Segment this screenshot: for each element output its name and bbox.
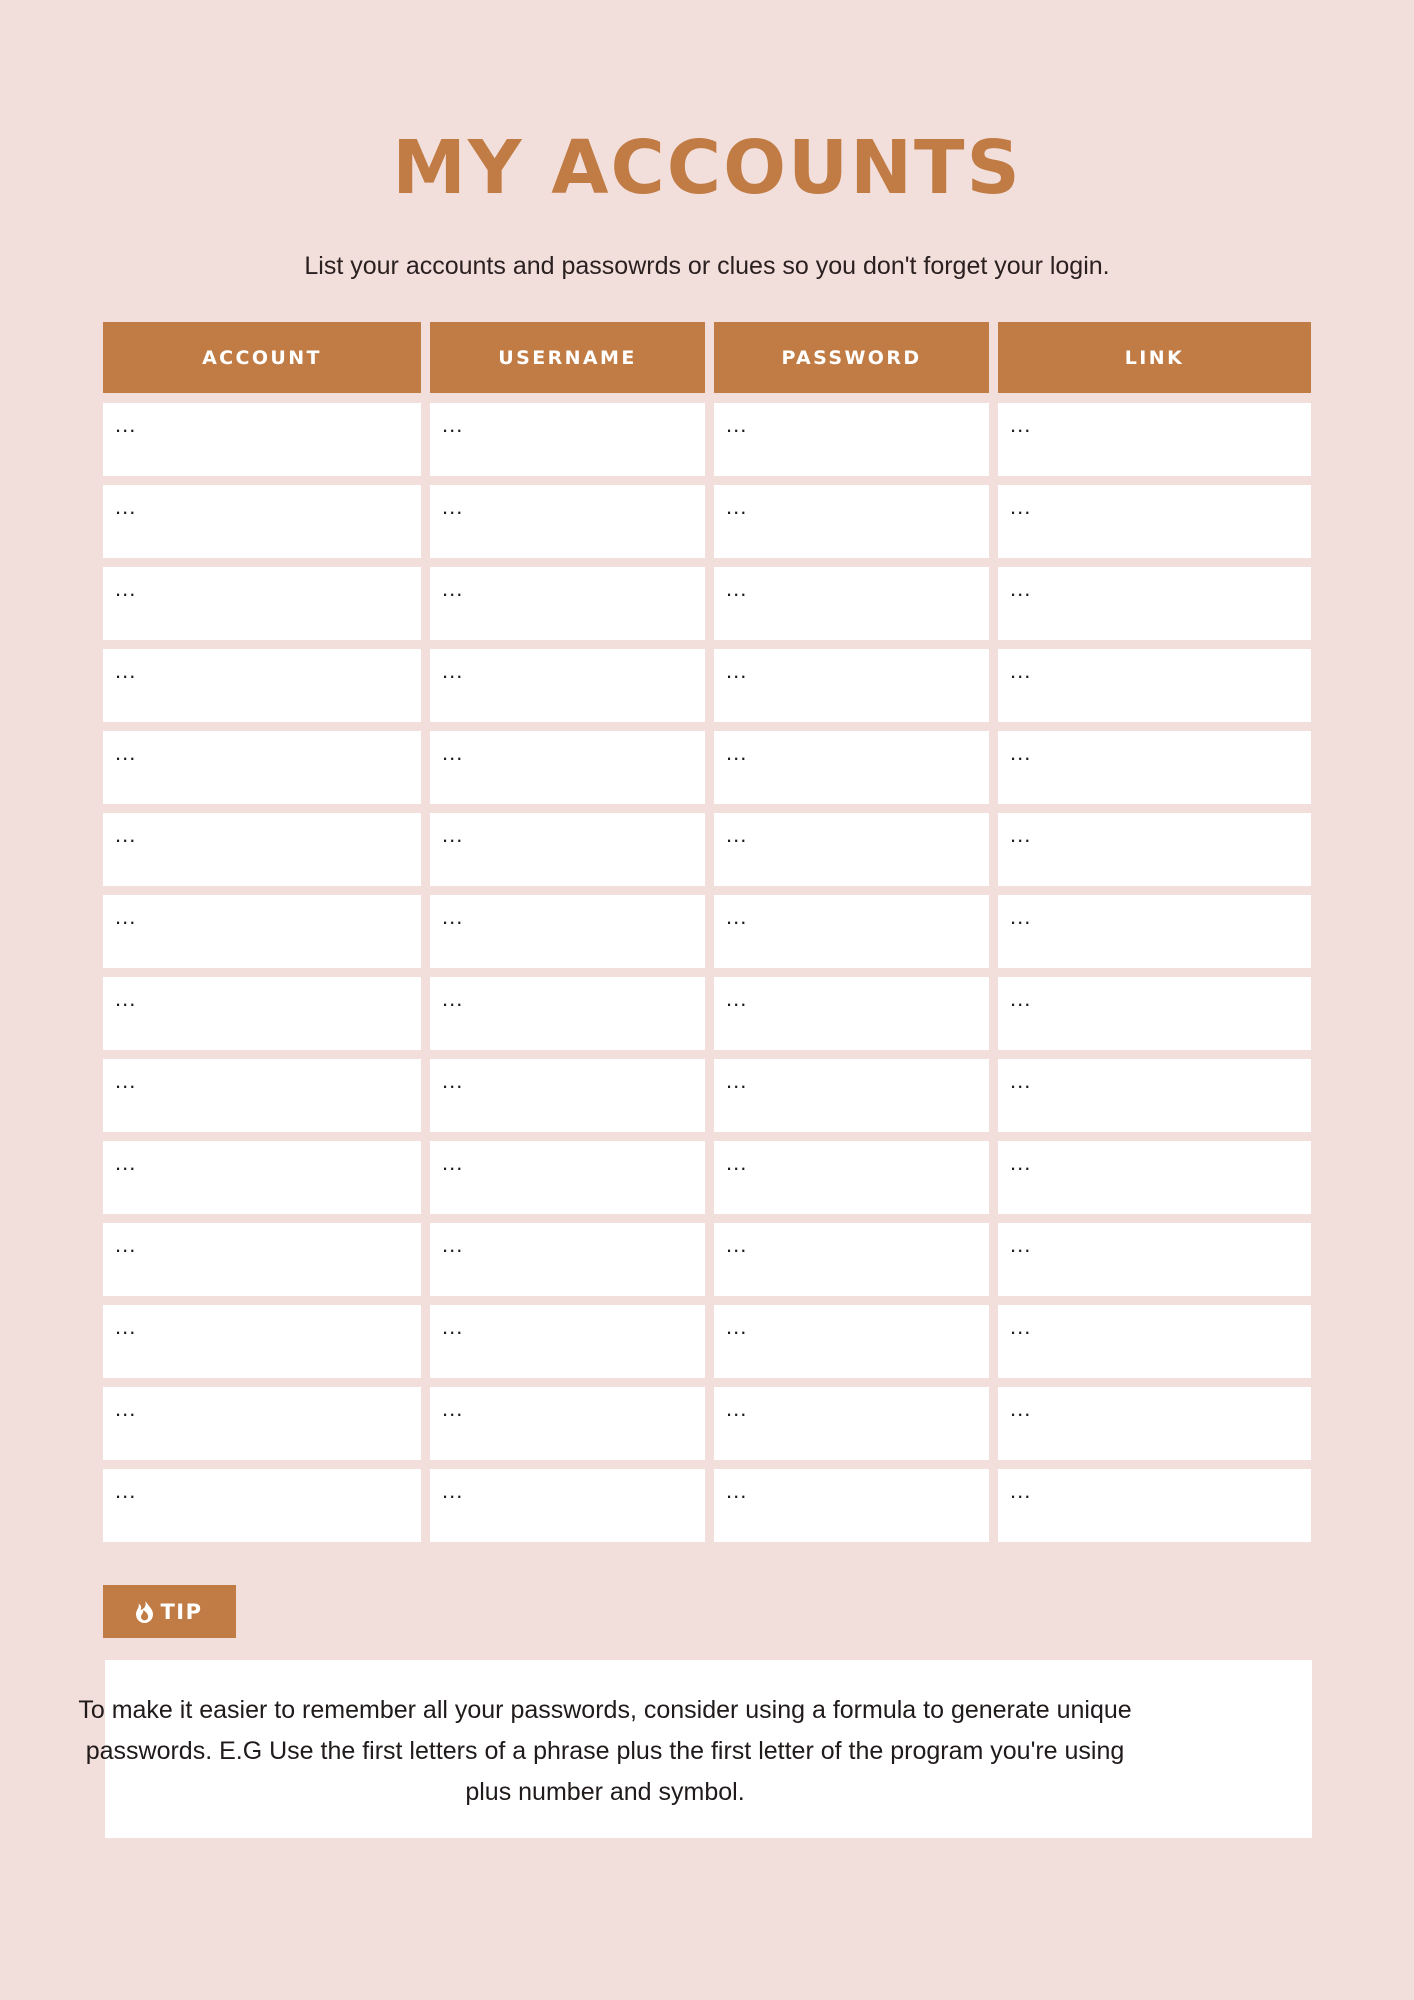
cell-username[interactable]: ... xyxy=(430,1387,705,1460)
cell-account[interactable]: ... xyxy=(103,403,421,476)
cell-account[interactable]: ... xyxy=(103,813,421,886)
table-row xyxy=(103,567,1311,640)
cell-link[interactable]: ... xyxy=(998,1223,1311,1296)
cell-link[interactable]: ... xyxy=(998,567,1311,640)
cell-username[interactable]: ... xyxy=(430,977,705,1050)
table-row xyxy=(103,1141,1311,1214)
cell-link[interactable]: ... xyxy=(998,1387,1311,1460)
cell-password[interactable]: ... xyxy=(714,1305,989,1378)
cell-password[interactable]: ... xyxy=(714,485,989,558)
cell-username[interactable]: ... xyxy=(430,485,705,558)
cell-link[interactable]: ... xyxy=(998,1305,1311,1378)
cell-account[interactable]: ... xyxy=(103,1223,421,1296)
cell-account[interactable]: ... xyxy=(103,1387,421,1460)
cell-link[interactable]: ... xyxy=(998,403,1311,476)
tip-body-text: To make it easier to remember all your passwords, consider using a formula to generate unique passwords. E.G Use the first letters of a phrase plus the first letter of the program you're using plus number and symbol. xyxy=(78,1696,1132,1806)
table-body xyxy=(103,403,1311,1542)
cell-account[interactable]: ... xyxy=(103,649,421,722)
cell-username[interactable]: ... xyxy=(430,1141,705,1214)
cell-username[interactable]: ... xyxy=(430,649,705,722)
cell-link[interactable]: ... xyxy=(998,1469,1311,1542)
cell-username[interactable]: ... xyxy=(430,567,705,640)
cell-account[interactable]: ... xyxy=(103,567,421,640)
table-row xyxy=(103,813,1311,886)
cell-password[interactable]: ... xyxy=(714,567,989,640)
table-row xyxy=(103,1059,1311,1132)
table-row xyxy=(103,895,1311,968)
table-row xyxy=(103,731,1311,804)
cell-password[interactable]: ... xyxy=(714,813,989,886)
cell-link[interactable]: ... xyxy=(998,731,1311,804)
cell-password[interactable]: ... xyxy=(714,649,989,722)
cell-password[interactable]: ... xyxy=(714,731,989,804)
cell-password[interactable]: ... xyxy=(714,1223,989,1296)
cell-link[interactable]: ... xyxy=(998,485,1311,558)
cell-username[interactable]: ... xyxy=(430,1223,705,1296)
cell-account[interactable]: ... xyxy=(103,1305,421,1378)
cell-account[interactable]: ... xyxy=(103,977,421,1050)
cell-link[interactable]: ... xyxy=(998,895,1311,968)
cell-username[interactable]: ... xyxy=(430,1469,705,1542)
table-header-row xyxy=(103,322,1311,393)
cell-password[interactable]: ... xyxy=(714,1469,989,1542)
table-row xyxy=(103,649,1311,722)
table-row xyxy=(103,485,1311,558)
page-title: MY ACCOUNTS xyxy=(392,125,1022,211)
table-row xyxy=(103,403,1311,476)
table-row xyxy=(103,1387,1311,1460)
table-row xyxy=(103,1469,1311,1542)
table-row xyxy=(103,1305,1311,1378)
flame-icon xyxy=(136,1601,153,1623)
cell-password[interactable]: ... xyxy=(714,1141,989,1214)
accounts-table xyxy=(103,322,1311,1551)
column-header-link: LINK xyxy=(998,322,1311,393)
cell-link[interactable]: ... xyxy=(998,649,1311,722)
cell-link[interactable]: ... xyxy=(998,1141,1311,1214)
column-header-password: PASSWORD xyxy=(714,322,989,393)
cell-link[interactable]: ... xyxy=(998,813,1311,886)
cell-username[interactable]: ... xyxy=(430,731,705,804)
tip-badge xyxy=(103,1585,236,1638)
cell-username[interactable]: ... xyxy=(430,1305,705,1378)
cell-account[interactable]: ... xyxy=(103,1059,421,1132)
page-subtitle: List your accounts and passowrds or clues so you don't forget your login. xyxy=(304,252,1110,280)
cell-password[interactable]: ... xyxy=(714,1059,989,1132)
tip-badge-label: TIP xyxy=(160,1599,203,1624)
cell-username[interactable]: ... xyxy=(430,895,705,968)
cell-username[interactable]: ... xyxy=(430,1059,705,1132)
cell-link[interactable]: ... xyxy=(998,977,1311,1050)
cell-username[interactable]: ... xyxy=(430,403,705,476)
cell-account[interactable]: ... xyxy=(103,895,421,968)
cell-username[interactable]: ... xyxy=(430,813,705,886)
cell-account[interactable]: ... xyxy=(103,1141,421,1214)
table-row xyxy=(103,977,1311,1050)
table-row xyxy=(103,1223,1311,1296)
column-header-username: USERNAME xyxy=(430,322,705,393)
cell-account[interactable]: ... xyxy=(103,731,421,804)
cell-account[interactable]: ... xyxy=(103,485,421,558)
column-header-account: ACCOUNT xyxy=(103,322,421,393)
cell-password[interactable]: ... xyxy=(714,403,989,476)
cell-password[interactable]: ... xyxy=(714,977,989,1050)
cell-account[interactable]: ... xyxy=(103,1469,421,1542)
cell-password[interactable]: ... xyxy=(714,1387,989,1460)
cell-password[interactable]: ... xyxy=(714,895,989,968)
cell-link[interactable]: ... xyxy=(998,1059,1311,1132)
